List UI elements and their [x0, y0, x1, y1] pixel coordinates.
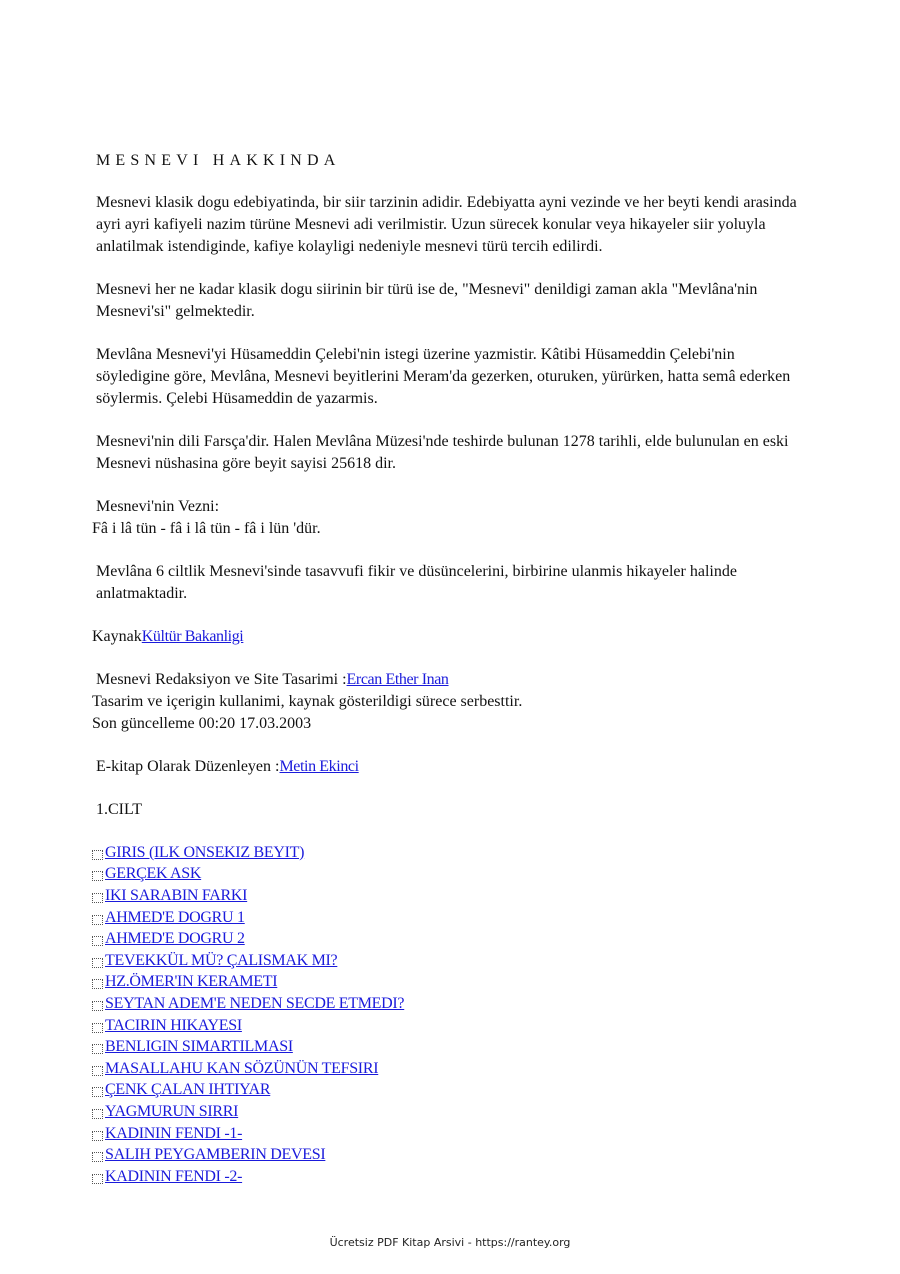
list-item	[92, 907, 812, 929]
list-item	[92, 1015, 812, 1037]
vezin-text: Fâ i lâ tün - fâ i lâ tün - fâ i lün 'dür.	[92, 520, 321, 537]
chapter-link[interactable]: AHMED'E DOGRU 2	[105, 930, 245, 948]
chapter-link[interactable]: YAGMURUN SIRRI	[105, 1102, 239, 1120]
chapter-link[interactable]: SEYTAN ADEM'E NEDEN SECDE ETMEDI?	[105, 994, 405, 1012]
ekitap-link[interactable]: Metin Ekinci	[279, 758, 359, 775]
bullet-icon	[92, 1001, 103, 1011]
paragraph-volumes: Mevlâna 6 ciltlik Mesnevi'sinde tasavvufi fikir ve düsüncelerini, birbirine ulanmis hikayeler halinde anlatmaktadir.	[96, 563, 737, 602]
redaksiyon-label: Mesnevi Redaksiyon ve Site Tasarimi :	[96, 671, 347, 688]
chapter-link[interactable]: AHMED'E DOGRU 1	[105, 908, 245, 926]
chapter-link[interactable]: IKI SARABIN FARKI	[105, 886, 248, 904]
list-item	[92, 993, 812, 1015]
bullet-icon	[92, 1044, 103, 1054]
bullet-icon	[92, 1066, 103, 1076]
bullet-icon	[92, 1131, 103, 1141]
bullet-icon	[92, 871, 103, 881]
chapter-link[interactable]: GIRIS (ILK ONSEKIZ BEYIT)	[105, 843, 305, 861]
chapter-link[interactable]: BENLIGIN SIMARTILMASI	[105, 1038, 293, 1056]
vezin-block	[92, 496, 812, 540]
ekitap-label: E-kitap Olarak Düzenleyen :	[96, 758, 280, 775]
bullet-icon	[92, 958, 103, 968]
bullet-icon	[92, 1152, 103, 1162]
usage-text: Tasarim ve içerigin kullanimi, kaynak gösterildigi sürece serbesttir.	[92, 693, 523, 710]
paragraph-intro: Mesnevi klasik dogu edebiyatinda, bir siir tarzinin adidir. Edebiyatta ayni vezinde ve her beyti kendi arasinda ayri ayri kafiyeli nazim türüne Mesnevi adi verilmistir. Uzun sürecek konular veya hikayeler siir yoluyla anlatilmak istendiginde, kafiye kolayligi nedeniyle mesnevi türü tercih edilirdi.	[96, 194, 797, 255]
bullet-icon	[92, 936, 103, 946]
list-item	[92, 972, 812, 994]
list-item	[92, 1144, 812, 1166]
list-item	[92, 1123, 812, 1145]
chapter-link[interactable]: HZ.ÖMER'IN KERAMETI	[105, 973, 278, 991]
list-item	[92, 1058, 812, 1080]
bullet-icon	[92, 1109, 103, 1119]
bullet-icon	[92, 1023, 103, 1033]
paragraph-language: Mesnevi'nin dili Farsça'dir. Halen Mevlâna Müzesi'nde teshirde bulunan 1278 tarihli, elde bulunulan en eski Mesnevi nüshasina göre beyit sayisi 25618 dir.	[96, 433, 789, 472]
chapter-link[interactable]: GERÇEK ASK	[105, 865, 202, 883]
list-item	[92, 1080, 812, 1102]
vezin-label: Mesnevi'nin Vezni:	[96, 498, 220, 515]
chapter-link[interactable]: MASALLAHU KAN SÖZÜNÜN TEFSIRI	[105, 1059, 379, 1077]
updated-text: Son güncelleme 00:20 17.03.2003	[92, 715, 312, 732]
volume-label: 1.CILT	[96, 801, 143, 818]
bullet-icon	[92, 850, 103, 860]
document-page	[92, 150, 812, 1188]
redaksiyon-line	[92, 669, 812, 691]
list-item	[92, 1166, 812, 1188]
bullet-icon	[92, 893, 103, 903]
page-footer: Ücretsiz PDF Kitap Arsivi - https://rantey.org	[329, 1236, 571, 1249]
chapter-link[interactable]: ÇENK ÇALAN IHTIYAR	[105, 1081, 271, 1099]
chapter-link[interactable]: KADININ FENDI -1-	[105, 1124, 243, 1142]
bullet-icon	[92, 979, 103, 989]
paragraph-mevlana-mesnevi: Mesnevi her ne kadar klasik dogu siirinin bir türü ise de, "Mesnevi" denildigi zaman akla "Mevlâna'nin Mesnevi'si" gelmektedir.	[96, 281, 758, 320]
chapter-link[interactable]: TEVEKKÜL MÜ? ÇALISMAK MI?	[105, 951, 338, 969]
page-title: MESNEVI HAKKINDA	[96, 152, 341, 169]
bullet-icon	[92, 915, 103, 925]
bullet-icon	[92, 1174, 103, 1184]
ekitap-line	[92, 756, 812, 778]
list-item	[92, 885, 812, 907]
paragraph-husameddin: Mevlâna Mesnevi'yi Hüsameddin Çelebi'nin istegi üzerine yazmistir. Kâtibi Hüsameddin Çelebi'nin söyledigine göre, Mevlâna, Mesnevi beyitlerini Meram'da gezerken, oturuken, yürürken, hatta semâ ederken söylermis. Çelebi Hüsameddin de yazarmis.	[96, 346, 791, 407]
chapter-link[interactable]: SALIH PEYGAMBERIN DEVESI	[105, 1146, 326, 1164]
list-item	[92, 842, 812, 864]
source-link[interactable]: Kültür Bakanligi	[141, 628, 244, 645]
bullet-icon	[92, 1087, 103, 1097]
list-item	[92, 950, 812, 972]
chapter-link[interactable]: KADININ FENDI -2-	[105, 1167, 243, 1185]
credits-block	[92, 669, 812, 735]
chapter-list	[92, 842, 812, 1188]
source-line	[92, 626, 812, 648]
list-item	[92, 864, 812, 886]
list-item	[92, 1101, 812, 1123]
list-item	[92, 1036, 812, 1058]
source-label: Kaynak	[92, 628, 142, 645]
chapter-link[interactable]: TACIRIN HIKAYESI	[105, 1016, 242, 1034]
redaksiyon-link[interactable]: Ercan Ether Inan	[346, 671, 449, 688]
list-item	[92, 928, 812, 950]
